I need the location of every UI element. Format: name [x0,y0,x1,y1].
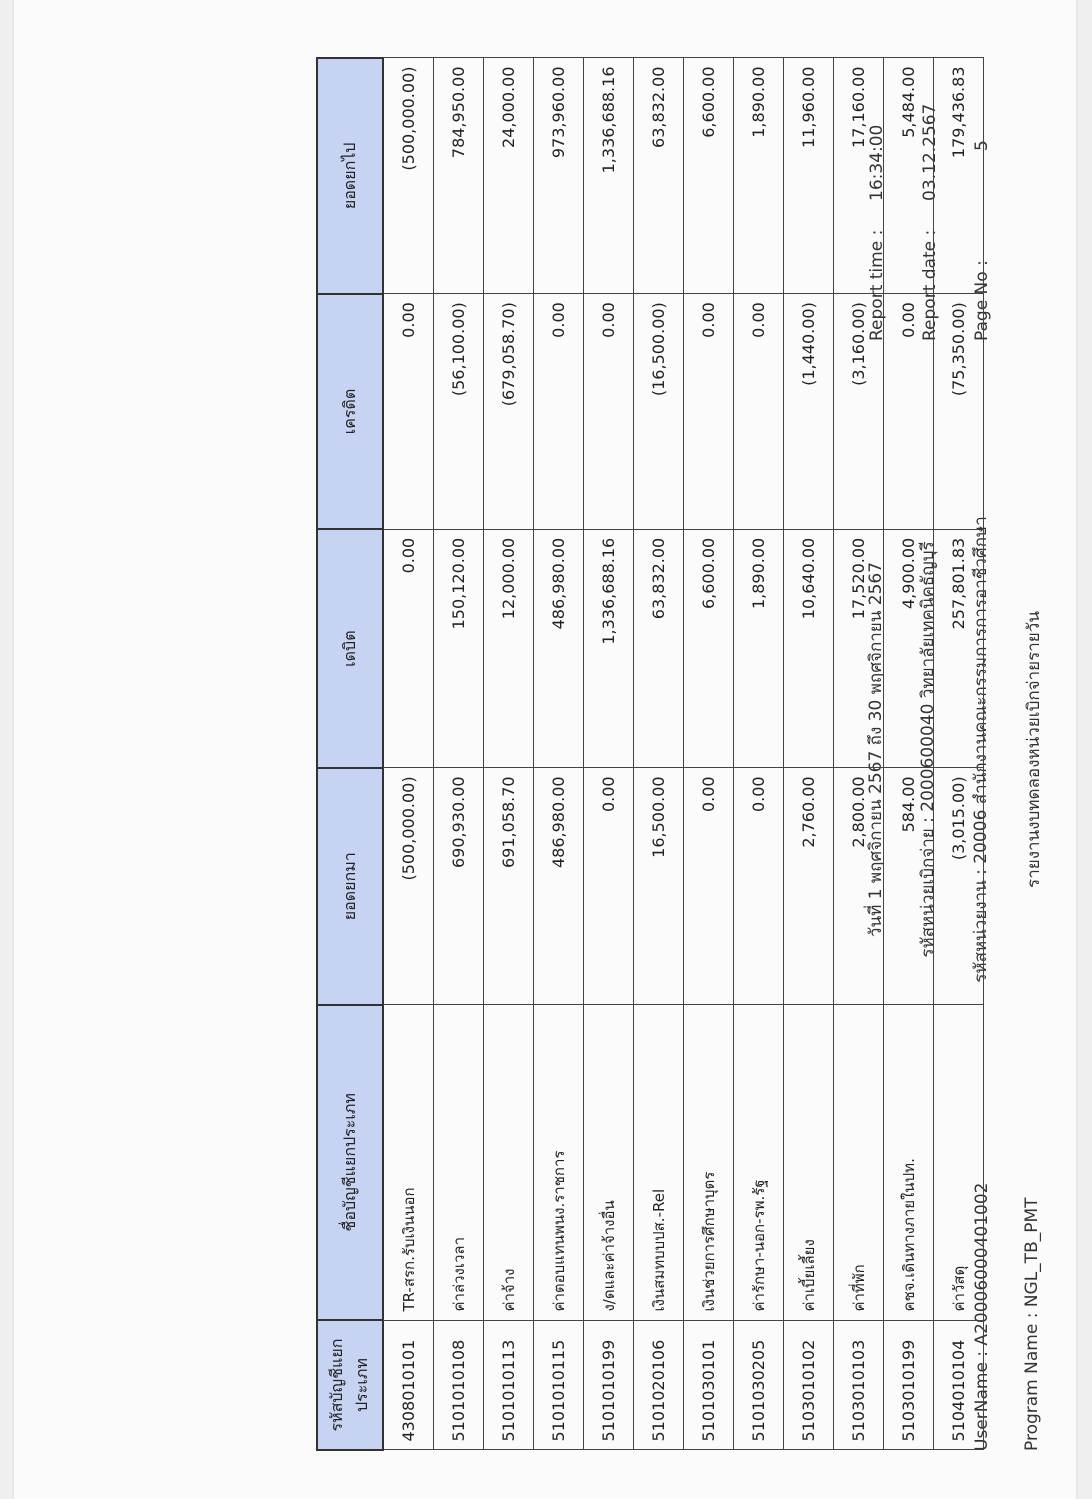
table-row [884,58,934,1450]
brought-forward-cell: 690,930.00 [434,768,484,1005]
account-name-cell: ค่าจ้าง [484,1005,534,1321]
credit-cell: 0.00 [734,294,784,530]
header-account-code: รหัสบัญชีแยกประเภท [317,1320,383,1450]
brought-forward-cell: 16,500.00 [634,768,684,1005]
debit-cell: 6,600.00 [684,529,734,768]
account-code-cell: 5103010199 [884,1320,934,1450]
debit-cell: 4,900.00 [884,529,934,768]
account-name-cell: เงินสมทบบปส.-Rel [634,1005,684,1321]
credit-cell: (75,350.00) [934,294,984,530]
credit-cell: 0.00 [534,294,584,530]
account-code-cell: 5103010103 [834,1320,884,1450]
agency-line: รหัสหน่วยงาน : 20006 สำนักงานคณะกรรมการการอาชีวศึกษา [971,516,991,983]
account-code-cell: 4308010101 [383,1320,434,1450]
carried-forward-cell: 17,160.00 [834,58,884,294]
report-date-label: Report date : [920,229,940,341]
trial-balance-table [316,57,984,1451]
account-code-cell: 5101010115 [534,1320,584,1450]
brought-forward-cell: 2,760.00 [784,768,834,1005]
report-title: รายงานงบทดลองหน่วยเบิกจ่ายรายวัน [1024,611,1044,888]
table-row [784,58,834,1450]
table-row [684,58,734,1450]
account-name-cell: TR-สรก.รับเงินนอก [383,1005,434,1321]
carried-forward-cell: 1,336,688.16 [584,58,634,294]
carried-forward-cell: (500,000.00) [383,58,434,294]
carried-forward-cell: 6,600.00 [684,58,734,294]
credit-cell: 0.00 [383,294,434,530]
account-code-cell: 5104010104 [934,1320,984,1450]
account-code-cell: 5101010113 [484,1320,534,1450]
account-code-cell: 5101010108 [434,1320,484,1450]
account-name-cell: เงินช่วยการศึกษาบุตร [684,1005,734,1321]
header-credit: เครดิต [317,294,383,530]
credit-cell: 0.00 [584,294,634,530]
brought-forward-cell: (3,015.00) [934,768,984,1005]
credit-cell: (3,160.00) [834,294,884,530]
carried-forward-cell: 179,436.83 [934,58,984,294]
account-name-cell: ค่ารักษา-นอก-รพ.รัฐ [734,1005,784,1321]
table-row [383,58,434,1450]
carried-forward-cell: 63,832.00 [634,58,684,294]
header-debit: เดบิต [317,529,383,768]
page-no-value: 5 [972,140,992,151]
table-row [734,58,784,1450]
table-row [484,58,534,1450]
credit-cell: (56,100.00) [434,294,484,530]
table-row [834,58,884,1450]
credit-cell: 0.00 [684,294,734,530]
carried-forward-cell: 973,960.00 [534,58,584,294]
credit-cell: (1,440.00) [784,294,834,530]
date-range-line: วันที่ 1 พฤศจิกายน 2567 ถึง 30 พฤศจิกายน 2567 [866,561,886,938]
account-code-cell: 5101030205 [734,1320,784,1450]
brought-forward-cell: (500,000.00) [383,768,434,1005]
account-name-cell: ค่าล่วงเวลา [434,1005,484,1321]
credit-cell: 0.00 [884,294,934,530]
table-row [584,58,634,1450]
brought-forward-cell: 0.00 [584,768,634,1005]
table-row [434,58,484,1450]
account-name-cell: ค่าที่พัก [834,1005,884,1321]
page-no-label: Page No : [972,260,992,341]
debit-cell: 1,890.00 [734,529,784,768]
debit-cell: 257,801.83 [934,529,984,768]
account-name-cell: ค่าวัสดุ [934,1005,984,1321]
report-time-value: 16:34:00 [867,124,887,201]
rotated-report [14,0,1076,1499]
brought-forward-cell: 2,800.00 [834,768,884,1005]
account-name-cell: คชจ.เดินทางภายในปท. [884,1005,934,1321]
table-row [534,58,584,1450]
brought-forward-cell: 0.00 [734,768,784,1005]
report-page [14,0,1076,1499]
program-name: Program Name : NGL_TB_PMT [1022,1197,1042,1451]
credit-cell: (16,500.00) [634,294,684,530]
account-code-cell: 5101020106 [634,1320,684,1450]
credit-cell: (679,058.70) [484,294,534,530]
header-brought-forward: ยอดยกมา [317,768,383,1005]
account-code-cell: 5101030101 [684,1320,734,1450]
report-date-value: 03.12.2567 [920,103,940,201]
debit-cell: 150,120.00 [434,529,484,768]
header-carried-forward: ยอดยกไป [317,58,383,294]
carried-forward-cell: 24,000.00 [484,58,534,294]
brought-forward-cell: 691,058.70 [484,768,534,1005]
table-row [934,58,984,1450]
user-name: UserName : A20006000401002 [972,1182,992,1451]
table-header-row [317,58,383,1450]
carried-forward-cell: 11,960.00 [784,58,834,294]
brought-forward-cell: 0.00 [684,768,734,1005]
brought-forward-cell: 486,980.00 [534,768,584,1005]
account-code-cell: 5101010199 [584,1320,634,1450]
disbursing-unit-line: รหัสหน่วยเบิกจ่าย : 2000600040 วิทยาลัยเทคนิคธัญบุรี [918,541,938,958]
brought-forward-cell: 584.00 [884,768,934,1005]
debit-cell: 17,520.00 [834,529,884,768]
debit-cell: 0.00 [383,529,434,768]
carried-forward-cell: 5,484.00 [884,58,934,294]
account-code-cell: 5103010102 [784,1320,834,1450]
debit-cell: 63,832.00 [634,529,684,768]
debit-cell: 10,640.00 [784,529,834,768]
carried-forward-cell: 1,890.00 [734,58,784,294]
debit-cell: 12,000.00 [484,529,534,768]
account-name-cell: ค่าเบี้ยเลี้ยง [784,1005,834,1321]
account-name-cell: ค่าตอบแทนพนง.ราชการ [534,1005,584,1321]
account-name-cell: ง/ดและค่าจ้างอื่น [584,1005,634,1321]
report-time-label: Report time : [867,229,887,341]
header-account-name: ชื่อบัญชีแยกประเภท [317,1005,383,1321]
carried-forward-cell: 784,950.00 [434,58,484,294]
debit-cell: 1,336,688.16 [584,529,634,768]
debit-cell: 486,980.00 [534,529,584,768]
table-row [634,58,684,1450]
